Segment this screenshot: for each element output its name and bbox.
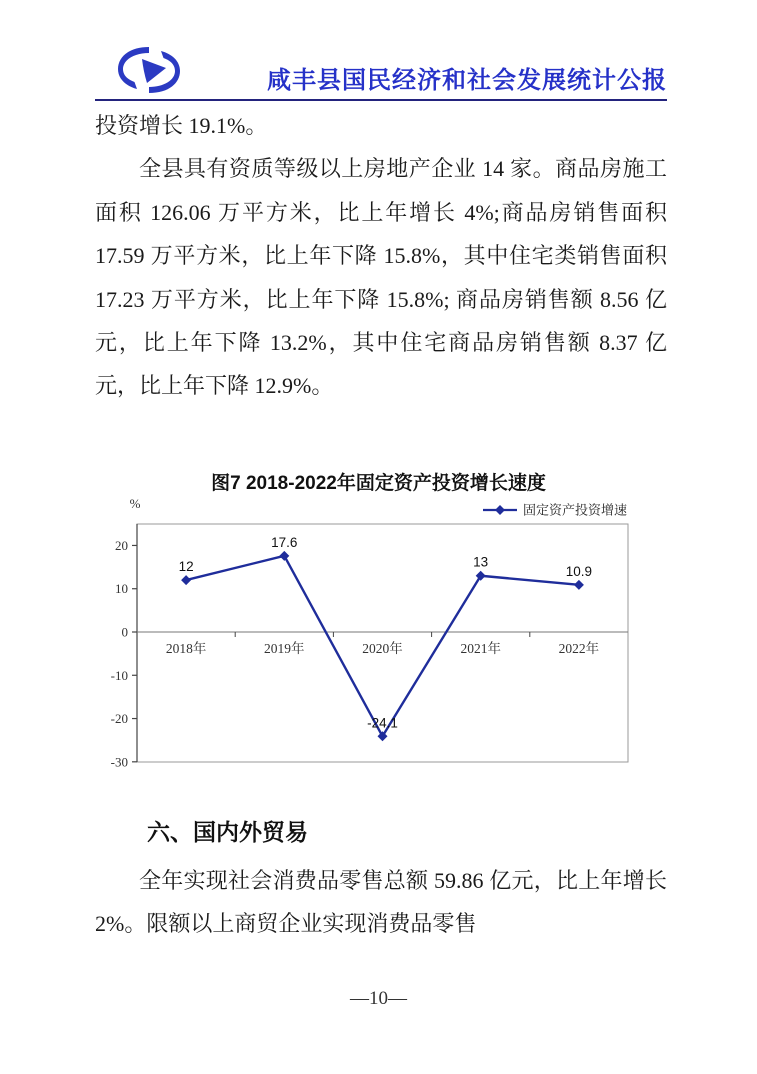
y-tick-label: 20: [115, 537, 128, 553]
data-point-label: 12: [178, 559, 194, 575]
legend-marker-icon: [495, 505, 505, 515]
y-tick-label: -10: [110, 667, 128, 683]
legend-label: 固定资产投资增速: [523, 502, 628, 518]
data-point-label: 17.6: [271, 534, 298, 550]
section-heading-trade: 六、国内外贸易: [147, 819, 308, 845]
x-tick-label: 2019年: [264, 641, 305, 656]
header-rule: [95, 99, 667, 101]
fixed-asset-investment-chart: [85, 494, 655, 789]
y-tick-label: 0: [121, 624, 128, 640]
x-tick-label: 2022年: [558, 641, 600, 656]
trade-text-block: [95, 859, 667, 946]
y-tick-label: 10: [115, 581, 128, 597]
chart-figure-title: 图7 2018-2022年固定资产投资增长速度: [211, 473, 546, 494]
y-axis-unit-label: %: [129, 496, 141, 511]
document-header-title: 咸丰县国民经济和社会发展统计公报: [267, 67, 667, 94]
y-tick-label: -30: [110, 754, 128, 770]
x-tick-label: 2021年: [460, 641, 501, 656]
paragraph-retail-sales: 全年实现社会消费品零售总额 59.86 亿元，比上年增长 2%。限额以上商贸企业实现消费品零售: [95, 868, 667, 937]
data-point-label: 10.9: [565, 563, 593, 579]
paragraph-real-estate: 全县具有资质等级以上房地产企业 14 家。商品房施工面积 126.06 万平方米，比上年增长 4%;商品房销售面积 17.59 万平方米，比上年下降 15.8%，其中住宅类销售面积 17.23 万平方米，比上年下降 15.8%; 商品房销售额 8.56 亿元，比上年下降 13.2%，其中住宅商品房销售额 8.37 亿元，比上年下降 12.9%。: [95, 156, 667, 399]
x-tick-label: 2018年: [165, 641, 207, 656]
line-chart-canvas: [85, 494, 655, 789]
data-point-label: 13: [473, 554, 489, 570]
y-tick-label: -20: [110, 711, 128, 727]
x-tick-label: 2020年: [362, 641, 403, 656]
body-text-block: [95, 104, 667, 408]
page-number: —10—: [350, 988, 407, 1009]
data-point-label: -24.1: [367, 715, 398, 731]
paragraph-investment-growth: 投资增长 19.1%。: [95, 113, 268, 138]
